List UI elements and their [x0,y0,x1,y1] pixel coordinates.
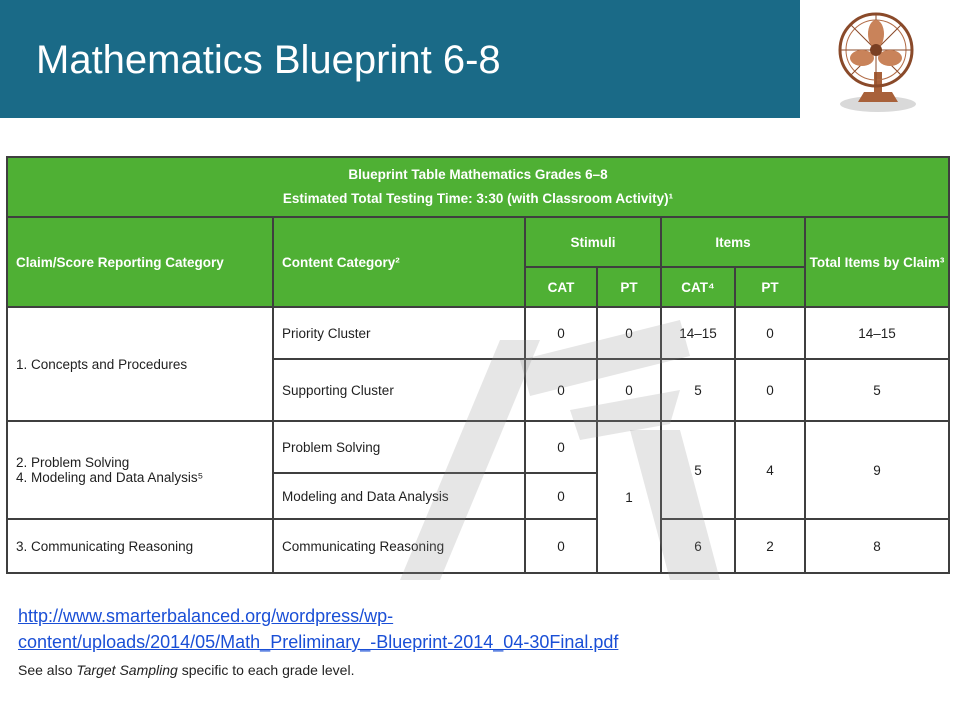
claim-4: 4. Modeling and Data Analysis⁵ [16,470,204,485]
caption-line-2: Estimated Total Testing Time: 3:30 (with Classroom Activity)¹ [282,191,674,206]
col-items: Items [661,217,805,267]
col-stimuli: Stimuli [525,217,661,267]
col-content: Content Category² [273,217,525,307]
total-cell: 8 [805,519,949,573]
stim-pt-cell: 0 [597,359,661,421]
claim-2-4 [7,421,273,519]
items-cat-cell: 5 [661,359,735,421]
claim-3: 3. Communicating Reasoning [7,519,273,573]
claim-1: 1. Concepts and Procedures [7,307,273,421]
col-total: Total Items by Claim³ [805,217,949,307]
table-caption [7,157,949,217]
col-claim: Claim/Score Reporting Category [7,217,273,307]
stim-pt-cell: 0 [597,307,661,359]
source-link-block [18,603,618,655]
sub-pt: PT [597,267,661,307]
content-cell: Priority Cluster [273,307,525,359]
source-link-line-2[interactable]: content/uploads/2014/05/Math_Preliminary_-Blueprint-2014_04-30Final.pdf [18,632,619,652]
items-pt-cell: 0 [735,307,805,359]
sub-cat-items: CAT⁴ [661,267,735,307]
note-prefix: See also [18,662,77,678]
claim-2: 2. Problem Solving [16,455,130,470]
content-cell: Modeling and Data Analysis [273,473,525,519]
stim-cat-cell: 0 [525,473,597,519]
items-cat-merged: 5 [661,421,735,519]
note-suffix: specific to each grade level. [177,662,355,678]
page-title: Mathematics Blueprint 6-8 [36,38,501,82]
items-pt-cell: 2 [735,519,805,573]
total-cell: 14–15 [805,307,949,359]
note-emphasis: Target Sampling [76,662,178,678]
items-cat-cell: 14–15 [661,307,735,359]
content-cell: Problem Solving [273,421,525,473]
content-cell: Communicating Reasoning [273,519,525,573]
items-cat-cell: 6 [661,519,735,573]
items-pt-cell: 0 [735,359,805,421]
total-merged: 9 [805,421,949,519]
stim-cat-cell: 0 [525,421,597,473]
source-link-line-1[interactable]: http://www.smarterbalanced.org/wordpress/wp- [18,606,394,626]
sub-pt-items: PT [735,267,805,307]
stim-cat-cell: 0 [525,359,597,421]
stim-cat-cell: 0 [525,519,597,573]
items-pt-merged: 4 [735,421,805,519]
footnote [18,662,354,678]
total-cell: 5 [805,359,949,421]
content-cell: Supporting Cluster [273,359,525,421]
blueprint-table [6,156,948,576]
desk-fan-icon [818,6,928,114]
stim-pt-merged: 1 [597,421,661,573]
stim-cat-cell: 0 [525,307,597,359]
caption-line-1: Blueprint Table Mathematics Grades 6–8 [348,167,608,182]
sub-cat: CAT [525,267,597,307]
